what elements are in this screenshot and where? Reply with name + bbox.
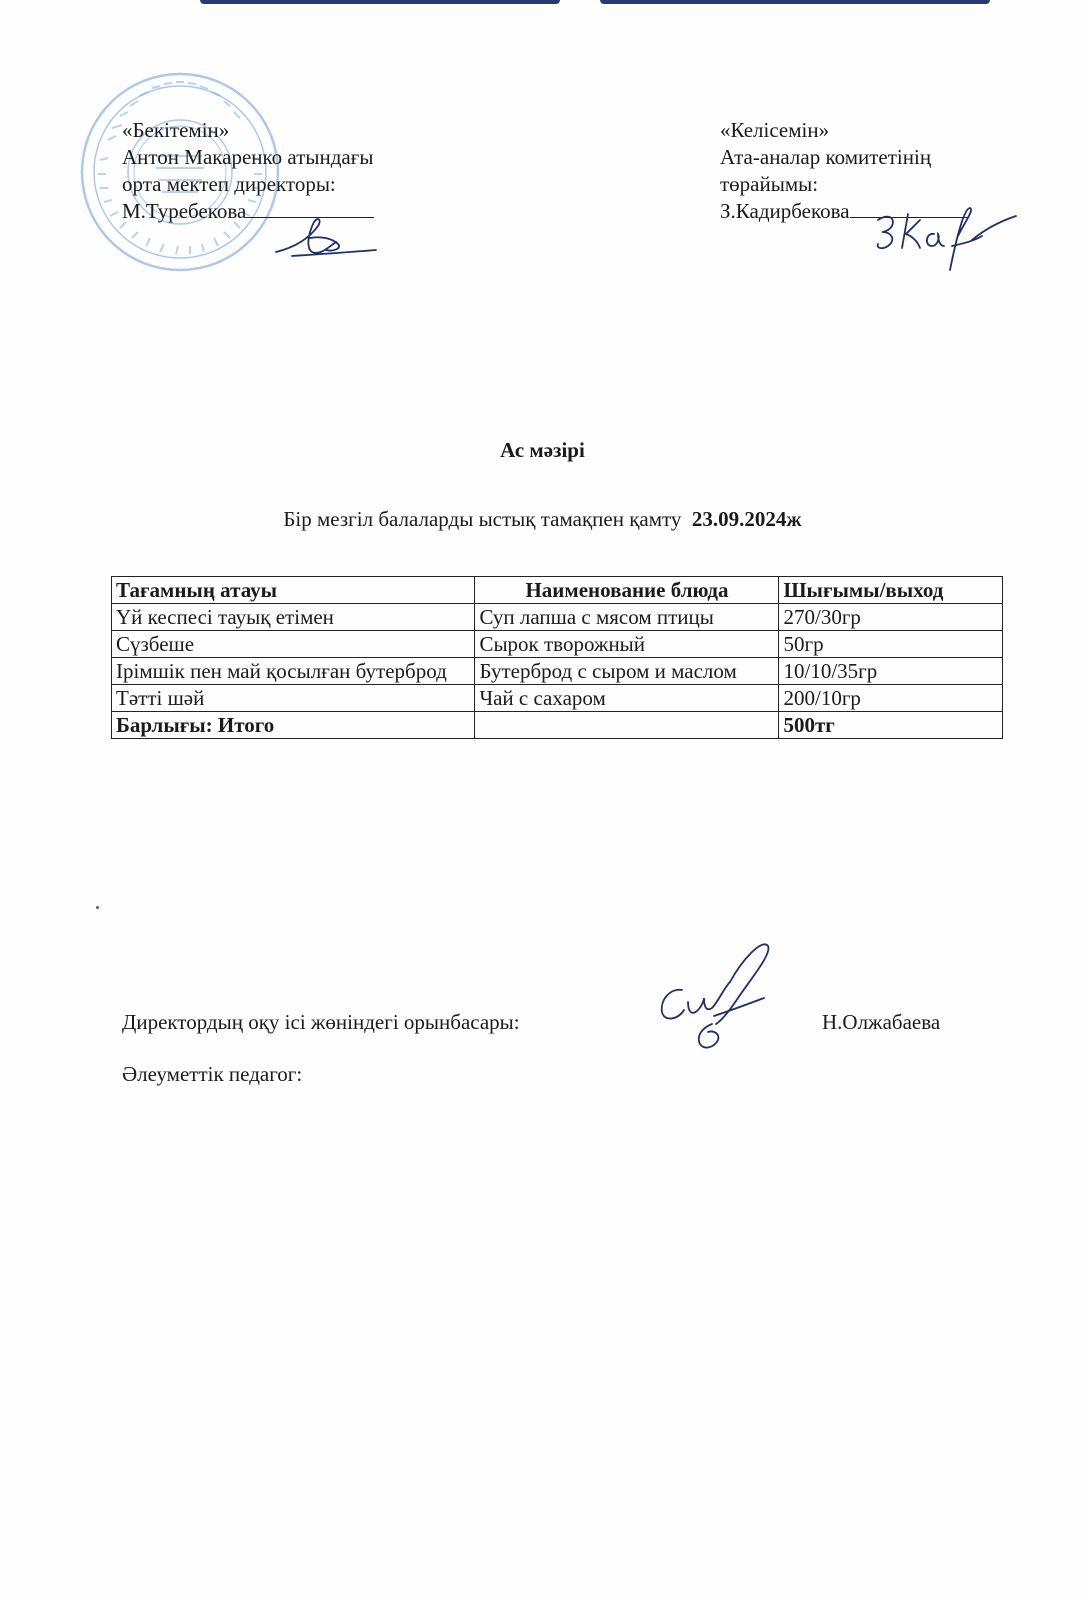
subtitle-text: Бір мезгіл балаларды ыстық тамақпен қамту [283, 507, 682, 531]
table-header-row [112, 577, 1003, 604]
dish-output: 200/10гр [779, 685, 1003, 712]
director-signature-icon [272, 208, 382, 264]
dish-name-ru: Бутерброд с сыром и маслом [475, 658, 779, 685]
dish-name-kz: Сүзбеше [112, 631, 475, 658]
document-subtitle [0, 507, 1085, 532]
header-output: Шығымы/выход [779, 577, 1003, 604]
scan-speck [96, 906, 99, 909]
dish-output: 50гр [779, 631, 1003, 658]
dish-name-ru: Сырок творожный [475, 631, 779, 658]
approval-heading: «Келісемін» [720, 118, 830, 142]
deputy-signature-icon [652, 940, 792, 1060]
total-label: Барлығы: Итого [112, 712, 475, 739]
deputy-director-label: Директордың оқу ісі жөніндегі орынбасары: [122, 1010, 520, 1034]
scan-edge-bar-left [200, 0, 560, 4]
approval-line: Антон Макаренко атындағы [122, 145, 374, 169]
dish-name-kz: Үй кеспесі тауық етімен [112, 604, 475, 631]
chair-signature-icon [872, 200, 1022, 278]
table-row [112, 658, 1003, 685]
dish-output: 10/10/35гр [779, 658, 1003, 685]
director-name: М.Туребекова [122, 199, 247, 223]
dish-output: 270/30гр [779, 604, 1003, 631]
header-dish-kz: Тағамның атауы [112, 577, 475, 604]
approval-line: Ата-аналар комитетінің [720, 145, 932, 169]
approval-heading: «Бекітемін» [122, 118, 230, 142]
scan-edge-bar-right [600, 0, 990, 4]
table-row [112, 631, 1003, 658]
table-row [112, 604, 1003, 631]
approval-line: орта мектеп директоры: [122, 172, 336, 196]
header-dish-ru: Наименование блюда [475, 577, 779, 604]
total-price: 500тг [779, 712, 1003, 739]
menu-table [111, 576, 1003, 739]
table-row [112, 685, 1003, 712]
approval-line: төрайымы: [720, 172, 819, 196]
dish-name-kz: Тәтті шәй [112, 685, 475, 712]
social-pedagogue-label: Әлеуметтік педагог: [122, 1062, 303, 1086]
dish-name-ru: Чай с сахаром [475, 685, 779, 712]
total-empty-cell [475, 712, 779, 739]
chair-name: З.Кадирбекова [720, 199, 850, 223]
dish-name-ru: Суп лапша с мясом птицы [475, 604, 779, 631]
menu-date: 23.09.2024ж [691, 507, 802, 531]
table-total-row [112, 712, 1003, 739]
document-title: Ас мәзірі [500, 438, 585, 462]
deputy-director-name: Н.Олжабаева [822, 1010, 941, 1034]
dish-name-kz: Ірімшік пен май қосылған бутерброд [112, 658, 475, 685]
